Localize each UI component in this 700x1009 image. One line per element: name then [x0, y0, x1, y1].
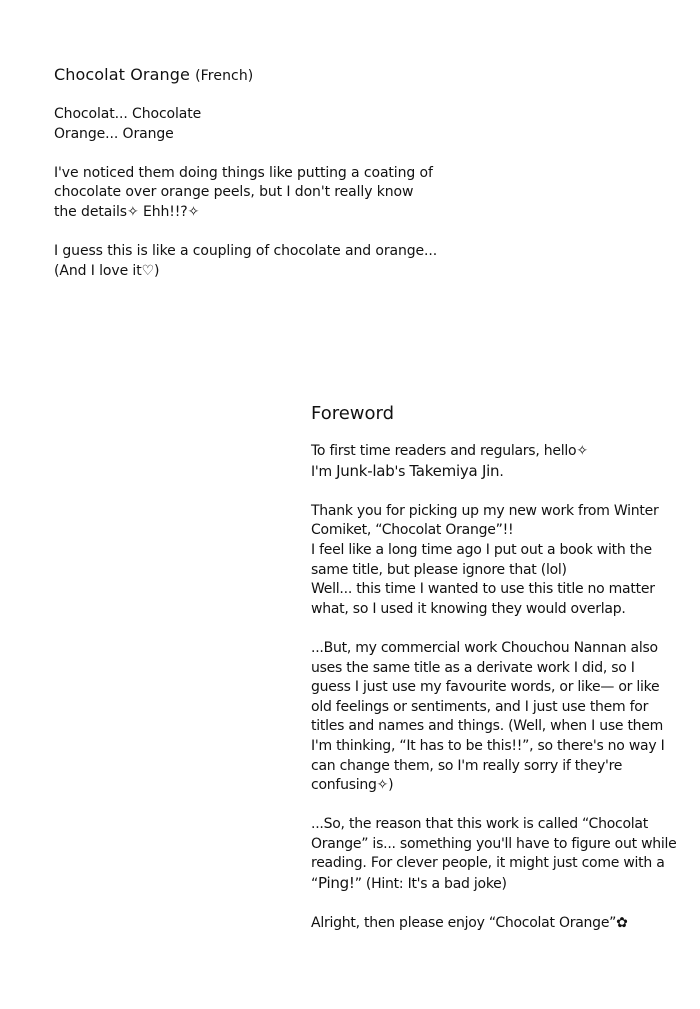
- foreword-paragraph: [311, 502, 691, 620]
- text-line: Orange... Orange: [54, 125, 174, 142]
- definition-paragraph: [54, 164, 454, 223]
- foreword-section: [311, 402, 691, 953]
- text-line: I'm thinking, “It has to be this!!”, so there's no way I: [311, 737, 665, 754]
- definition-title-text: Chocolat Orange: [54, 65, 190, 84]
- greeting-suffix: .: [499, 463, 504, 480]
- text-line: reading. For clever people, it might just come with a: [311, 855, 665, 872]
- author-name: Takemiya Jin: [409, 461, 500, 480]
- text-line: I feel like a long time ago I put out a book with the: [311, 541, 652, 558]
- text-line: ...So, the reason that this work is called “Chocolat: [311, 816, 648, 833]
- foreword-paragraph: [311, 639, 691, 796]
- definition-paragraph: [54, 242, 454, 281]
- text-line: [311, 462, 691, 483]
- text-line: Orange” is... something you'll have to figure out while: [311, 835, 677, 852]
- text-line: guess I just use my favourite words, or like— or like: [311, 679, 660, 696]
- text-line: ...But, my commercial work Chouchou Nannan also: [311, 639, 658, 656]
- foreword-title: Foreword: [311, 403, 395, 424]
- text-line: Alright, then please enjoy “Chocolat Orange”✿: [311, 915, 628, 932]
- text-line: same title, but please ignore that (lol): [311, 561, 567, 578]
- text-line: Comiket, “Chocolat Orange”!!: [311, 522, 514, 539]
- text-line: what, so I used it knowing they would overlap.: [311, 600, 626, 617]
- quote-open: “: [311, 876, 319, 893]
- circle-name: Junk-lab: [336, 461, 395, 480]
- text-line: (And I love it♡): [54, 262, 160, 279]
- text-line: chocolate over orange peels, but I don't really know: [54, 184, 414, 201]
- foreword-paragraph: [311, 815, 691, 894]
- text-line: To first time readers and regulars, hello✧: [311, 443, 588, 459]
- text-line: confusing✧): [311, 777, 394, 794]
- foreword-closing: [311, 914, 691, 934]
- text-line: uses the same title as a derivate work I did, so I: [311, 659, 635, 676]
- definition-title-note: (French): [195, 68, 254, 84]
- text-line: titles and names and things. (Well, when I use them: [311, 718, 664, 735]
- greeting-prefix: I'm: [311, 463, 337, 480]
- definition-title: [54, 64, 454, 87]
- text-line: old feelings or sentiments, and I just use them for: [311, 698, 649, 715]
- foreword-greeting: [311, 442, 691, 482]
- ping-word: Ping!: [318, 874, 355, 893]
- text-line: I guess this is like a coupling of chocolate and orange...: [54, 243, 438, 260]
- text-line: [311, 874, 691, 895]
- text-line: I've noticed them doing things like putting a coating of: [54, 164, 433, 181]
- greeting-mid: 's: [394, 463, 410, 480]
- definition-paragraph: [54, 105, 454, 144]
- hint-text: ” (Hint: It's a bad joke): [354, 876, 507, 893]
- text-line: the details✧ Ehh!!?✧: [54, 203, 200, 220]
- text-line: Chocolat... Chocolate: [54, 106, 202, 122]
- text-line: Thank you for picking up my new work from Winter: [311, 502, 659, 519]
- text-line: can change them, so I'm really sorry if they're: [311, 757, 623, 774]
- text-line: Well... this time I wanted to use this title no matter: [311, 581, 655, 598]
- chocolat-orange-definition: [54, 64, 454, 301]
